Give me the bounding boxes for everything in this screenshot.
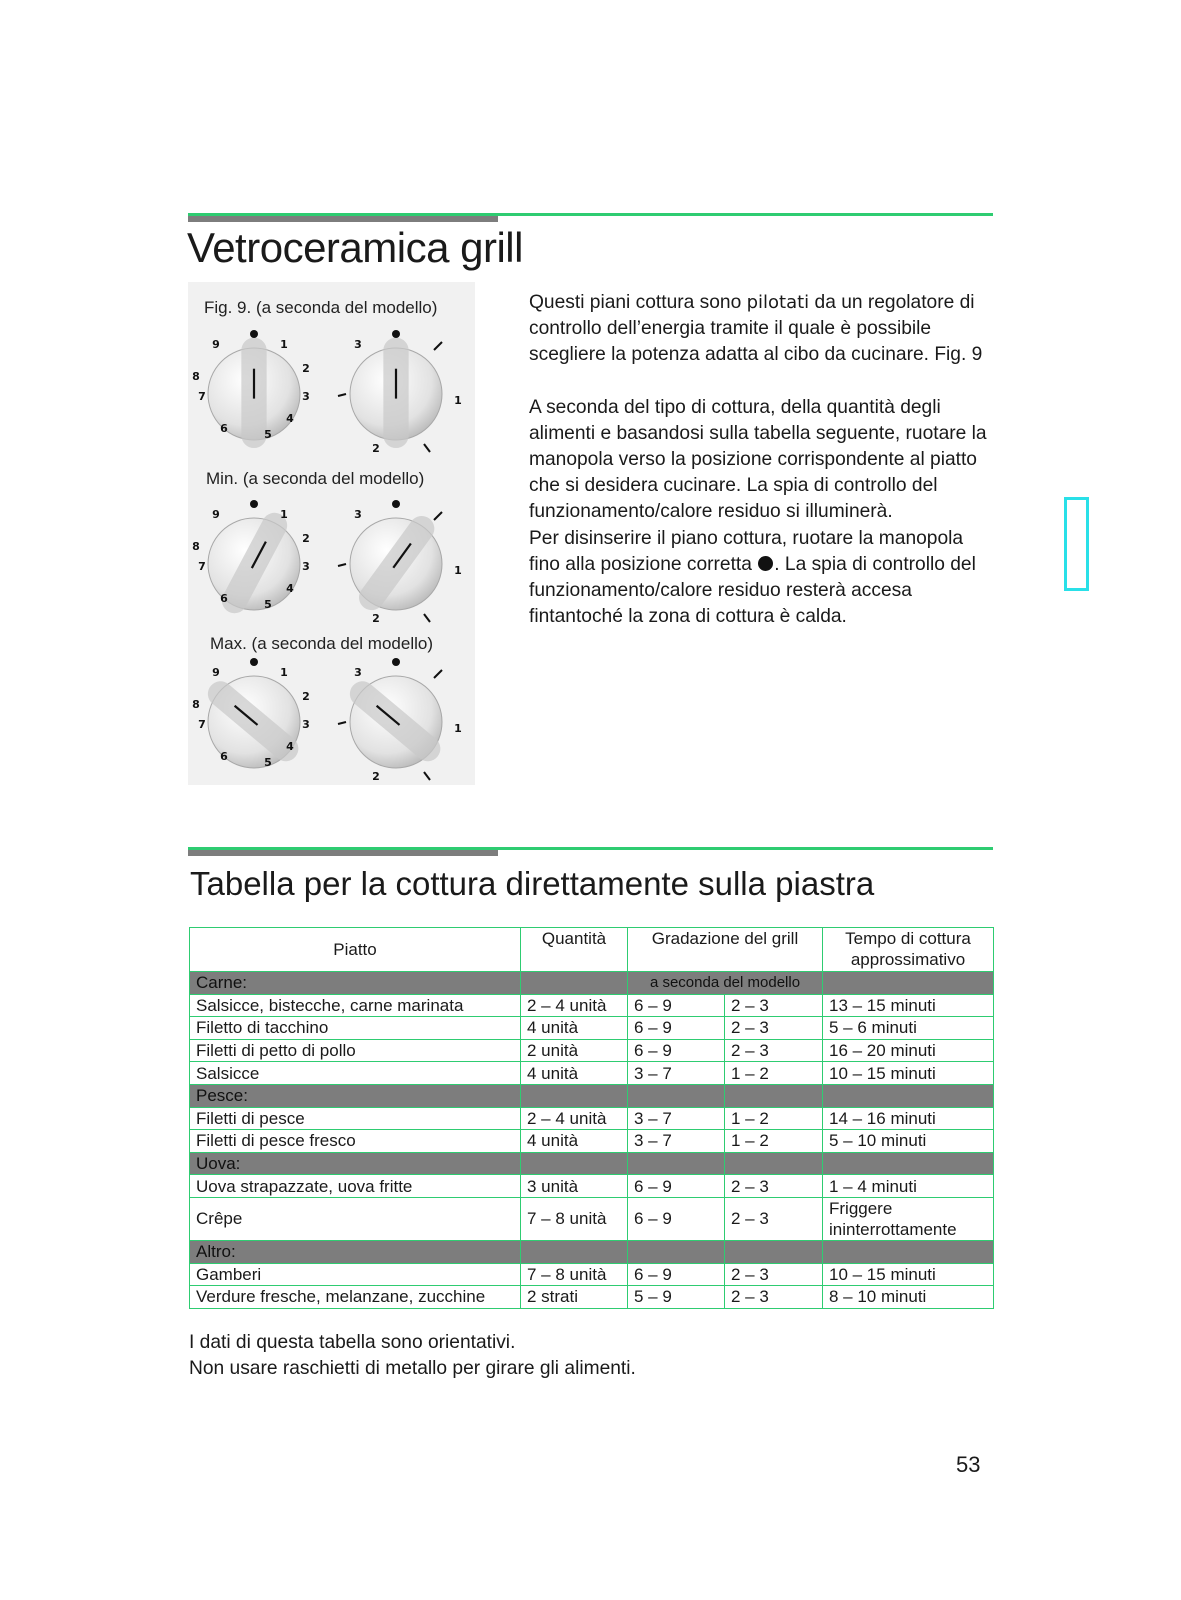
knob-scale-label: 1 (280, 666, 288, 679)
table-row (190, 1286, 994, 1309)
cell-quantity: 4 unità (521, 1017, 628, 1040)
header-quantity: Quantità (521, 928, 628, 972)
category-cell (521, 1240, 628, 1263)
category-cell (725, 1240, 823, 1263)
table-row (190, 1107, 994, 1130)
category-cell (823, 1240, 994, 1263)
cell-quantity: 2 – 4 unità (521, 1107, 628, 1130)
knob-scale-label: 8 (192, 698, 200, 711)
cell-grill-a: 3 – 7 (628, 1130, 725, 1153)
cooking-table (189, 927, 994, 1309)
knob-scale-label: 2 (302, 690, 310, 703)
knob-scale-label: 1 (454, 394, 462, 407)
table-row (190, 1130, 994, 1153)
cell-grill-a: 6 – 9 (628, 994, 725, 1017)
knob-scale-label: 4 (286, 412, 294, 425)
cell-dish: Filetti di petto di pollo (190, 1039, 521, 1062)
cell-dish: Gamberi (190, 1263, 521, 1286)
category-cell (823, 1152, 994, 1175)
cell-dish: Salsicce (190, 1062, 521, 1085)
knob-scale-label: 4 (286, 582, 294, 595)
tick-mark (338, 394, 346, 396)
control-knobs-illustration (188, 282, 475, 785)
cell-quantity: 2 – 4 unità (521, 994, 628, 1017)
table-category-row (190, 1084, 994, 1107)
cell-time: 14 – 16 minuti (823, 1107, 994, 1130)
knob-scale-label: 6 (220, 750, 228, 763)
cell-dish: Filetti di pesce fresco (190, 1130, 521, 1153)
table-category-row (190, 1240, 994, 1263)
knob-scale-label: 7 (198, 390, 206, 403)
knob-scale-label: 8 (192, 540, 200, 553)
cell-time: 5 – 10 minuti (823, 1130, 994, 1153)
category-label: Uova: (190, 1152, 521, 1175)
off-position-dot-icon (758, 556, 773, 571)
knob-scale-label: 5 (264, 598, 272, 611)
off-dot-icon (250, 658, 258, 666)
paragraph-usage: A seconda del tipo di cottura, della quantità degli alimenti e basandosi sulla tabella seguente, ruotare la manopola verso la posizione corrispondente al piatto che si desidera cucinare. La spia di controllo del funzionamento/calore residuo si illuminerà. (529, 396, 987, 523)
paragraph-switch-off: Per disinserire il piano cottura, ruotare la manopola fino alla posizione corretta . La spia di controllo del funzionamento/calore residuo resterà accesa fintantoché la zona di cottura è calda. (529, 527, 976, 628)
knob-scale-label: 7 (198, 560, 206, 573)
section2-title: Tabella per la cottura direttamente sulla piastra (190, 865, 875, 902)
knob-scale-label: 2 (302, 362, 310, 375)
tick-mark (338, 564, 346, 566)
off-dot-icon (392, 658, 400, 666)
cell-grill-a: 6 – 9 (628, 1039, 725, 1062)
cell-quantity: 2 unità (521, 1039, 628, 1062)
cell-time: 10 – 15 minuti (823, 1263, 994, 1286)
tick-mark (424, 444, 430, 452)
category-cell (628, 1240, 725, 1263)
table-notes (189, 1330, 636, 1382)
knob-scale-label: 3 (302, 390, 310, 403)
table-body (190, 972, 994, 1309)
cell-grill-b: 2 – 3 (725, 1017, 823, 1040)
knob-figure-panel (188, 282, 475, 785)
knob-scale-label: 2 (302, 532, 310, 545)
header-time: Tempo di cottura approssimativo (823, 928, 994, 972)
knob-scale-label: 1 (454, 722, 462, 735)
category-cell (521, 1152, 628, 1175)
knob-scale-label: 5 (264, 428, 272, 441)
cell-dish: Filetti di pesce (190, 1107, 521, 1130)
cell-grill-b: 2 – 3 (725, 1197, 823, 1240)
cell-grill-a: 5 – 9 (628, 1286, 725, 1309)
cell-quantity: 7 – 8 unità (521, 1263, 628, 1286)
cell-quantity: 3 unità (521, 1175, 628, 1198)
tick-mark (434, 512, 442, 520)
cell-grill-b: 2 – 3 (725, 1175, 823, 1198)
table-row (190, 1263, 994, 1286)
category-cell (725, 1084, 823, 1107)
section2-rule-green (188, 847, 993, 850)
model-note: a seconda del modello (628, 972, 823, 995)
cell-grill-a: 6 – 9 (628, 1175, 725, 1198)
knob-scale-label: 4 (286, 740, 294, 753)
category-cell (628, 1084, 725, 1107)
table-row (190, 1062, 994, 1085)
cell-quantity: 7 – 8 unità (521, 1197, 628, 1240)
knob-scale-label: 1 (280, 338, 288, 351)
cell-dish: Filetto di tacchino (190, 1017, 521, 1040)
off-dot-icon (250, 500, 258, 508)
table-row (190, 1039, 994, 1062)
category-cell (521, 972, 628, 995)
off-dot-icon (250, 330, 258, 338)
category-label: Altro: (190, 1240, 521, 1263)
cell-quantity: 4 unità (521, 1062, 628, 1085)
cell-time: 16 – 20 minuti (823, 1039, 994, 1062)
off-dot-icon (392, 500, 400, 508)
cell-time: 1 – 4 minuti (823, 1175, 994, 1198)
category-cell (521, 1084, 628, 1107)
tick-mark (338, 722, 346, 724)
cell-grill-a: 6 – 9 (628, 1017, 725, 1040)
page-number: 53 (956, 1452, 981, 1477)
knob-scale-label: 2 (372, 442, 380, 455)
knob-scale-label: 8 (192, 370, 200, 383)
paragraph-intro: Questi piani cottura sono pilotati da un regolatore di controllo dell’energia tramite il quale è possibile scegliere la potenza adatta al cibo da cucinare. Fig. 9 (529, 292, 983, 366)
header-dish: Piatto (190, 928, 521, 972)
knob-scale-label: 3 (354, 338, 362, 351)
cell-grill-a: 6 – 9 (628, 1197, 725, 1240)
knob-scale-label: 5 (264, 756, 272, 769)
knob-scale-label: 6 (220, 422, 228, 435)
category-cell (823, 1084, 994, 1107)
category-label: Carne: (190, 972, 521, 995)
table-row (190, 1197, 994, 1240)
knob-scale-label: 7 (198, 718, 206, 731)
cell-dish: Verdure fresche, melanzane, zucchine (190, 1286, 521, 1309)
chapter-side-tab (1064, 497, 1089, 591)
note-no-metal: Non usare raschietti di metallo per girare gli alimenti. (189, 1358, 636, 1379)
section1-body (529, 290, 999, 630)
figure-caption-fig9: Fig. 9. (a seconda del modello) (204, 298, 438, 317)
cell-time: 8 – 10 minuti (823, 1286, 994, 1309)
cell-grill-b: 2 – 3 (725, 1039, 823, 1062)
tick-mark (434, 670, 442, 678)
cell-grill-b: 2 – 3 (725, 1263, 823, 1286)
category-cell (823, 972, 994, 995)
knob-scale-label: 9 (212, 338, 220, 351)
table-category-row (190, 1152, 994, 1175)
cell-dish: Crêpe (190, 1197, 521, 1240)
tick-mark (424, 614, 430, 622)
table-header-row (190, 928, 994, 972)
cell-time: 5 – 6 minuti (823, 1017, 994, 1040)
knob-scale-label: 3 (354, 666, 362, 679)
off-dot-icon (392, 330, 400, 338)
table-category-row (190, 972, 994, 995)
cell-grill-b: 1 – 2 (725, 1107, 823, 1130)
cell-time: Friggere ininterrottamente (823, 1197, 994, 1240)
category-label: Pesce: (190, 1084, 521, 1107)
cell-quantity: 2 strati (521, 1286, 628, 1309)
cell-quantity: 4 unità (521, 1130, 628, 1153)
cell-grill-b: 1 – 2 (725, 1130, 823, 1153)
knob-scale-label: 3 (302, 560, 310, 573)
cell-grill-a: 6 – 9 (628, 1263, 725, 1286)
knob-scale-label: 2 (372, 612, 380, 625)
cell-time: 10 – 15 minuti (823, 1062, 994, 1085)
cell-dish: Salsicce, bistecche, carne marinata (190, 994, 521, 1017)
tick-mark (424, 772, 430, 780)
section1-rule-green (188, 213, 993, 216)
section1-title: Vetroceramica grill (187, 224, 523, 271)
cell-time: 13 – 15 minuti (823, 994, 994, 1017)
cell-dish: Uova strapazzate, uova fritte (190, 1175, 521, 1198)
knob-scale-label: 1 (454, 564, 462, 577)
knob-scale-label: 6 (220, 592, 228, 605)
header-grill: Gradazione del grill (628, 928, 823, 972)
knob-scale-label: 9 (212, 508, 220, 521)
category-cell (725, 1152, 823, 1175)
tick-mark (434, 342, 442, 350)
cell-grill-b: 2 – 3 (725, 1286, 823, 1309)
figure-caption-max: Max. (a seconda del modello) (210, 634, 434, 653)
knob-scale-label: 3 (302, 718, 310, 731)
cell-grill-b: 2 – 3 (725, 994, 823, 1017)
note-orientative: I dati di questa tabella sono orientativi. (189, 1332, 516, 1353)
knob-scale-label: 9 (212, 666, 220, 679)
category-cell (628, 1152, 725, 1175)
cell-grill-b: 1 – 2 (725, 1062, 823, 1085)
knob-scale-label: 2 (372, 770, 380, 783)
table-row (190, 1175, 994, 1198)
knob-scale-label: 1 (280, 508, 288, 521)
table-row (190, 1017, 994, 1040)
table-row (190, 994, 994, 1017)
cell-grill-a: 3 – 7 (628, 1107, 725, 1130)
figure-caption-min: Min. (a seconda del modello) (206, 469, 425, 488)
cell-grill-a: 3 – 7 (628, 1062, 725, 1085)
knob-scale-label: 3 (354, 508, 362, 521)
emphasis-pilotati: pilotati (746, 292, 810, 313)
